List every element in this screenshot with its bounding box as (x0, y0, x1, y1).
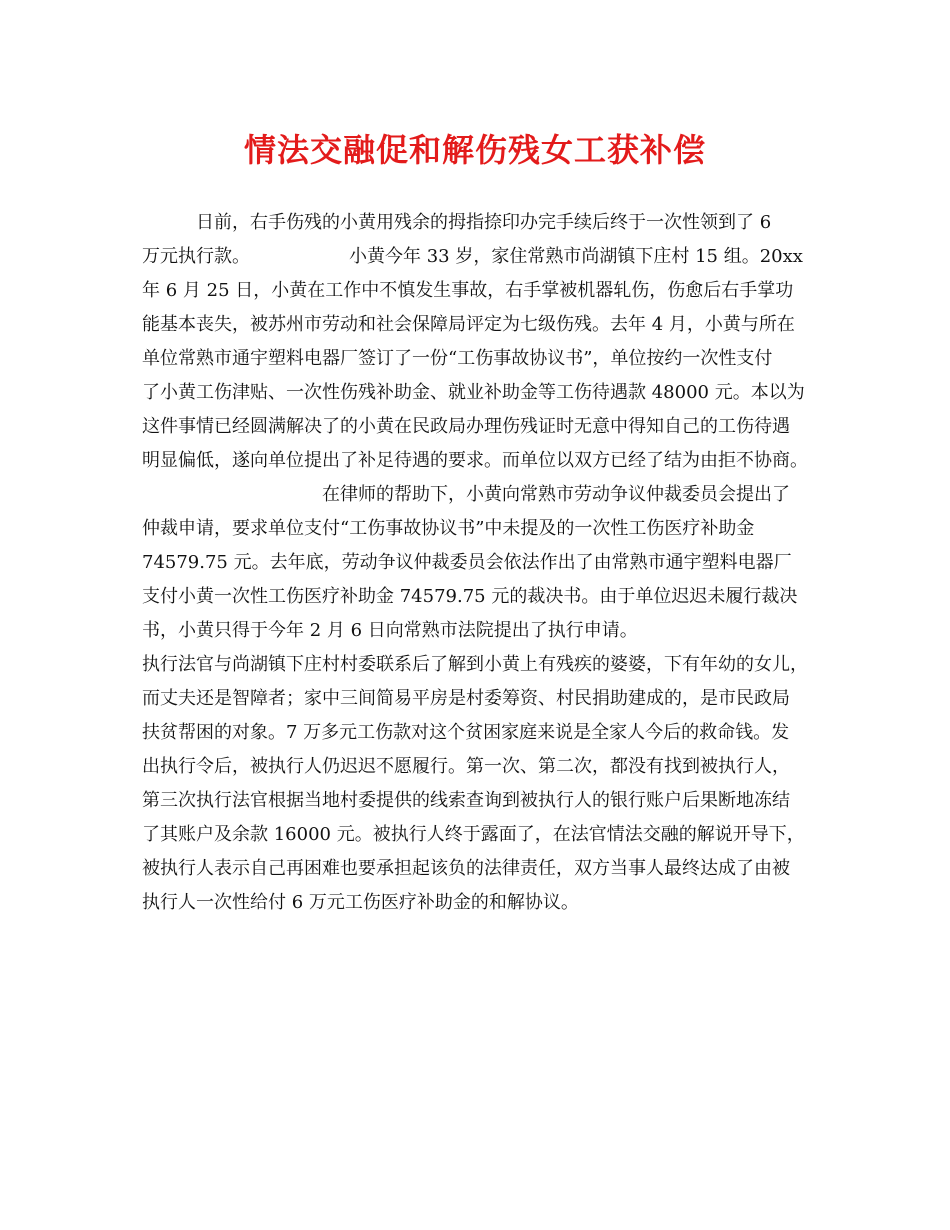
body-line: 仲裁申请，要求单位支付“工伤事故协议书”中未提及的一次性工伤医疗补助金 (142, 518, 755, 539)
body-line: 第三次执行法官根据当地村委提供的线索查询到被执行人的银行账户后果断地冻结 (142, 790, 790, 811)
body-line: 日前，右手伤残的小黄用残余的拇指捺印办完手续后终于一次性领到了 6 (142, 212, 772, 233)
document-title: 情法交融促和解伤残女工获补偿 (243, 131, 706, 169)
body-line: 74579.75 元。去年底，劳动争议仲裁委员会依法作出了由常熟市通宇塑料电器厂 (142, 552, 792, 573)
body-line: 支付小黄一次性工伤医疗补助金 74579.75 元的裁决书。由于单位迟迟未履行裁决 (142, 586, 798, 607)
body-line: 被执行人表示自己再困难也要承担起该负的法律责任，双方当事人最终达成了由被 (142, 858, 790, 879)
body-line: 年 6 月 25 日，小黄在工作中不慎发生事故，右手掌被机器轧伤，伤愈后右手掌功 (142, 280, 794, 301)
body-line: 执行法官与尚湖镇下庄村村委联系后了解到小黄上有残疾的婆婆，下有年幼的女儿， (142, 654, 808, 675)
body-line: 单位常熟市通宇塑料电器厂签订了一份“工伤事故协议书”，单位按约一次性支付 (142, 348, 773, 369)
body-line: 出执行令后，被执行人仍迟迟不愿履行。第一次、第二次，都没有找到被执行人， (142, 756, 790, 777)
body-line: 而丈夫还是智障者；家中三间简易平房是村委筹资、村民捐助建成的，是市民政局 (142, 688, 790, 709)
body-line: 书，小黄只得于今年 2 月 6 日向常熟市法院提出了执行申请。 (142, 620, 638, 641)
body-line: 万元执行款。 小黄今年 33 岁，家住常熟市尚湖镇下庄村 15 组。20xx (142, 246, 803, 267)
document-body (142, 206, 832, 920)
body-line: 了其账户及余款 16000 元。被执行人终于露面了，在法官情法交融的解说开导下， (142, 824, 805, 845)
body-line: 了小黄工伤津贴、一次性伤残补助金、就业补助金等工伤待遇款 48000 元。本以为 (142, 382, 805, 403)
body-line: 扶贫帮困的对象。7 万多元工伤款对这个贫困家庭来说是全家人今后的救命钱。发 (142, 722, 790, 743)
body-line: 执行人一次性给付 6 万元工伤医疗补助金的和解协议。 (142, 892, 579, 913)
body-line: 能基本丧失，被苏州市劳动和社会保障局评定为七级伤残。去年 4 月，小黄与所在 (142, 314, 795, 335)
body-line: 在律师的帮助下，小黄向常熟市劳动争议仲裁委员会提出了 (142, 484, 790, 505)
body-line: 这件事情已经圆满解决了的小黄在民政局办理伤残证时无意中得知自己的工伤待遇 (142, 416, 790, 437)
body-line: 明显偏低，遂向单位提出了补足待遇的要求。而单位以双方已经了结为由拒不协商。 (142, 450, 808, 471)
